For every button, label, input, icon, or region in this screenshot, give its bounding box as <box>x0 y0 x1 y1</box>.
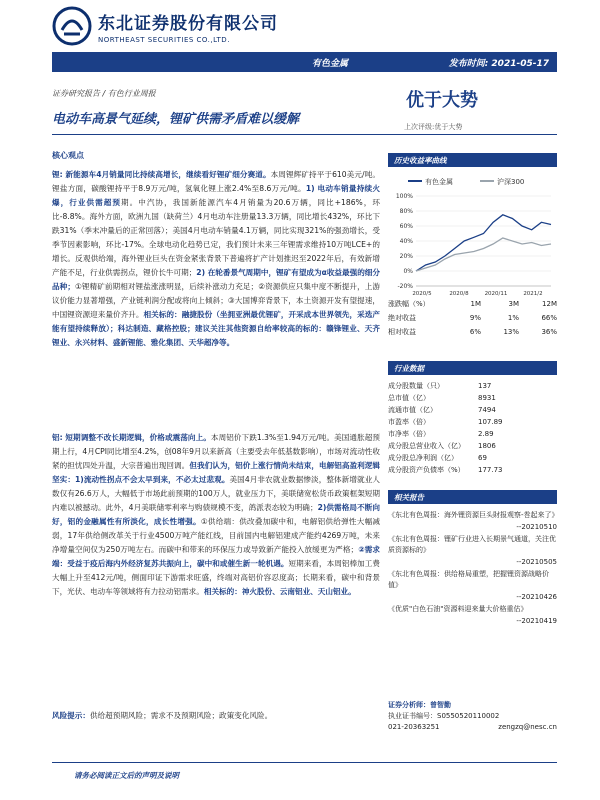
p1-text2: 期。中汽协，我国新能源汽车4月销量为20.6万辆，同比+186%，环比-8.8%。海外方面，欧洲九国（缺荷兰）4月电动车注册量13.3万辆，同比增长432%，环比下跌31%（季末冲量后的正常回落）；美国4月电动车销量4.1万辆，同比实现321%的强劲增长，受季节因素影响，环比-17%。全球电动化趋势已定，我们预计未来三年锂需求维持10万吨LCE+的增长。反观供给端，海外锂业巨头在资金紧张背景下普遍将扩产计划推迟至2022年后，有效新增产能不足，行业供需拐点，锂价长牛可期； <box>52 198 380 277</box>
risk-text: 供给超预期风险；需求不及预期风险；政策变化风险。 <box>89 711 273 720</box>
analyst-name: 曾智勤 <box>430 701 451 709</box>
analyst-info <box>388 700 557 733</box>
p1-text3: ①锂精矿前期相对锂盐涨涨明显，后续补涨动力充足；②资源供应只集中度不断提升，上游议价能力显著增强，产业链利润分配或将向上倾斜；③大国博弈背景下，本土资源开发有望提速，中国锂资源迎来量价齐升。 <box>52 282 380 319</box>
analyst-phone: 021-20363251 <box>388 723 440 731</box>
perf-header: 1M <box>470 300 481 308</box>
info-value: 107.89 <box>478 418 503 426</box>
perf-cell: 绝对收益 <box>388 314 416 322</box>
info-key: 总市值（亿） <box>388 394 430 402</box>
x-tick-label: 2020/5 <box>412 291 432 297</box>
related-report-title[interactable]: 《优质"白色石油"资源料迎来量大价格重估》 <box>388 605 528 613</box>
rating: 优于大势 <box>406 90 478 111</box>
p1-bold3: 相关标的：融捷股份（坐拥亚洲最优锂矿，开采成本世界领先，采选产能有望持续释放）；科达制造、藏格控股；建议关注其他资源自给率较高的标的：赣锋锂业、天齐锂业、永兴材料、盛新锂能、雅化集团、天华超净等。 <box>52 310 380 347</box>
perf-header: 3M <box>508 300 519 308</box>
perf-header: 12M <box>542 300 557 308</box>
series-line <box>416 238 551 271</box>
info-row <box>388 452 557 464</box>
history-chart-svg <box>388 172 557 300</box>
legend-label: 有色金属 <box>425 178 453 186</box>
p2-bold2: 1)流动性拐点不会太早到来，不必太过悲观。 <box>75 475 230 484</box>
company-name-cn: 东北证券股份有限公司 <box>98 13 278 34</box>
p2-text4: 短期来看，本周铝棒加工费大幅上升至412元/吨，侧面印证下游需求旺盛，终端对高铝价容忍度高；长期来看，碳中和背景下，光伏、电动车等领域将有力拉动铝需求。 <box>52 559 381 596</box>
perf-cell: 1% <box>507 314 519 322</box>
perf-cell: 相对收益 <box>388 328 416 336</box>
legend-label: 沪深300 <box>497 178 525 186</box>
title-divider <box>52 134 557 135</box>
analyst-label: 证券分析师： <box>388 701 430 709</box>
related-report-date: --20210426 <box>516 593 557 601</box>
info-key: 成分股数量（只） <box>388 382 444 390</box>
history-chart <box>388 172 557 300</box>
y-tick-label: 40% <box>399 238 413 245</box>
related-report-date: --20210505 <box>516 558 557 566</box>
company-logo <box>52 6 278 46</box>
info-value: 8931 <box>478 394 496 402</box>
info-key: 成分股资产负债率（%） <box>388 466 465 474</box>
p1-text1: 本周锂辉矿持平于610美元/吨。锂盐方面，碳酸锂持平于8.9万元/吨，氢氧化锂上涨2.4%至8.6万元/吨。 <box>52 170 380 193</box>
paragraph-aluminum <box>52 431 380 599</box>
info-key: 流通市值（亿） <box>388 406 437 414</box>
info-value: 69 <box>478 454 487 462</box>
cert-label: 执业证书编号： <box>388 712 437 720</box>
related-report-title[interactable]: 《东北有色周报：锂矿行业进入长期景气通道，关注优质资源标的》 <box>388 535 556 554</box>
info-key: 市净率（倍） <box>388 430 430 438</box>
report-title: 电动车高景气延续，锂矿供需矛盾难以缓解 <box>52 112 300 127</box>
x-tick-label: 2020/11 <box>484 291 508 297</box>
performance-table <box>388 297 557 339</box>
related-report-item[interactable] <box>388 510 557 531</box>
history-chart-header: 历史收益率曲线 <box>388 153 557 167</box>
related-report-title[interactable]: 《东北有色周报：供给格局重塑，把握锂资源战略价值》 <box>388 570 549 589</box>
y-tick-label: 20% <box>399 253 413 260</box>
info-key: 成分股总净利润（亿） <box>388 454 458 462</box>
p1-bold2: 2) 在轮番景气周期中，锂矿有望成为α收益最强的细分品种； <box>52 268 380 291</box>
related-report-item[interactable] <box>388 569 557 601</box>
paragraph-lithium <box>52 168 380 350</box>
perf-row-absolute <box>388 311 557 325</box>
breadcrumb: 证券研究报告 / 有色行业周报 <box>52 89 156 98</box>
x-tick-label: 2020/8 <box>449 291 469 297</box>
footer-disclaimer: 请务必阅读正文后的声明及说明 <box>74 771 179 780</box>
industry-data-table <box>388 380 557 476</box>
info-row <box>388 404 557 416</box>
p2-text3: ①供给端：供改叠加碳中和，电解铝供给弹性大幅减弱，17年供给侧改革关于行业4500万吨产能红线，目前国内电解铝建成产能约4269万吨，未来净增量空间仅为250万吨左右。而碳中和带来的环保压力或导致新产能投入放缓更为严格； <box>52 517 380 554</box>
info-value: 137 <box>478 382 492 390</box>
p2-text1: 本周铝价下跌1.3%至1.94万元/吨。美国通胀超预期上行，4月CPI同比增至4.2%，创08年9月以来新高（主要受去年低基数影响），市场对流动性收紧的担忧四处升温，大宗普遍出现回调。 <box>52 433 380 470</box>
related-report-date: --20210510 <box>516 523 557 531</box>
industry-data-header: 行业数据 <box>388 361 557 375</box>
p2-bold3: 2)供需格局不断向好，铝的金融属性有所淡化，成长性增强。 <box>52 503 380 526</box>
info-row <box>388 440 557 452</box>
risk-label: 风险提示： <box>52 711 90 720</box>
perf-row-relative <box>388 325 557 339</box>
info-row <box>388 416 557 428</box>
risk-warning <box>52 710 380 721</box>
perf-cell: 6% <box>469 328 481 336</box>
perf-cell: 9% <box>469 314 481 322</box>
related-report-date: --20210419 <box>516 617 557 625</box>
p1-lead: 锂: 新能源车4月销量同比持续高增长，继续看好锂矿细分赛道。 <box>52 170 271 179</box>
related-report-title[interactable]: 《东北有色周报：海外锂资源巨头財报观察-巻起来了》 <box>388 511 559 519</box>
company-logo-icon <box>52 6 92 46</box>
core-view-label: 核心观点 <box>52 151 84 160</box>
sector-label: 有色金属 <box>312 59 349 69</box>
footer-divider <box>52 762 557 763</box>
related-reports-header: 相关报告 <box>388 490 557 504</box>
perf-cell: 36% <box>541 328 557 336</box>
company-name-en: NORTHEAST SECURITIES CO.,LTD. <box>98 35 230 44</box>
info-row <box>388 464 557 476</box>
y-tick-label: 100% <box>395 193 413 200</box>
info-row <box>388 428 557 440</box>
y-tick-label: 0% <box>403 268 413 275</box>
previous-rating: 上次评级:优于大势 <box>404 123 463 131</box>
info-value: 7494 <box>478 406 496 414</box>
info-key: 市盈率（倍） <box>388 418 430 426</box>
y-tick-label: 80% <box>399 208 413 215</box>
y-tick-label: -20% <box>397 283 413 290</box>
info-value: 2.89 <box>478 430 494 438</box>
p2-bold5: 相关标的：神火股份、云南铝业、天山铝业。 <box>203 587 356 596</box>
p2-lead: 铝: 短期调整不改长期逻辑，价格或震荡向上。 <box>52 433 211 442</box>
p1-bold1: 1) 电动车销量持续火爆，行业供需超预 <box>52 184 380 207</box>
p2-bold4: ②需求端：受益于疫后海内外经济复苏共振向上，碳中和或催生新一轮机遇。 <box>52 545 380 568</box>
info-row <box>388 392 557 404</box>
analyst-email[interactable]: zengzq@nesc.cn <box>498 723 557 731</box>
header-bar <box>52 52 557 72</box>
info-row <box>388 380 557 392</box>
p2-text2: 美国4月非农就业数据惨淡，整体新增就业人数仅有26.6万人，大幅低于市场此前预期的100万人，就业压力下，美联储宽松货币政策框架短期内难以被撼动。此外，4月美联储零利率与购债规模不变，鸽派表态较为明确； <box>52 475 380 512</box>
perf-cell: 13% <box>503 328 519 336</box>
publish-date: 发布时间: 2021-05-17 <box>448 59 549 69</box>
info-value: 1806 <box>478 442 496 450</box>
perf-cell: 66% <box>541 314 557 322</box>
y-tick-label: 60% <box>399 223 413 230</box>
perf-header: 涨跌幅（%） <box>388 300 430 308</box>
perf-header-row <box>388 297 557 311</box>
related-report-item[interactable] <box>388 534 557 566</box>
related-report-item[interactable] <box>388 604 557 625</box>
cert-number: S0550520110002 <box>437 712 500 720</box>
p2-bold1: 但我们认为，铝价上涨行情尚未结束，电解铝高盈利逻辑坚实： <box>52 461 381 484</box>
info-value: 177.73 <box>478 466 503 474</box>
info-key: 成分股总营业收入（亿） <box>388 442 465 450</box>
related-reports <box>388 510 557 628</box>
x-tick-label: 2021/2 <box>523 291 543 297</box>
